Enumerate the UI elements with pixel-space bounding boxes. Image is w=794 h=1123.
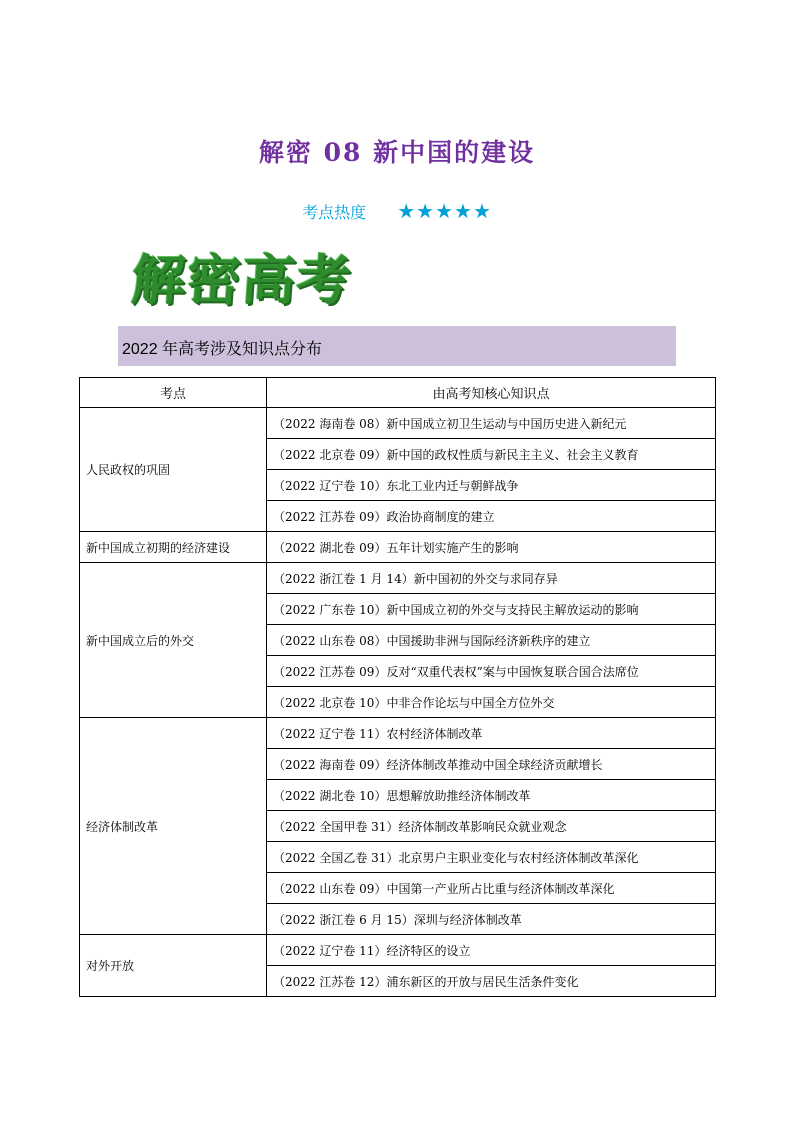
knowledge-cell: （2022 江苏卷 09）政治协商制度的建立 <box>267 501 716 532</box>
table-row <box>80 935 716 966</box>
logo: 解密高考 <box>129 248 354 312</box>
table-row <box>80 718 716 749</box>
section-banner <box>118 326 676 366</box>
table-row <box>80 563 716 594</box>
topic-cell: 人民政权的巩固 <box>80 408 267 532</box>
knowledge-cell: （2022 浙江卷 1 月 14）新中国初的外交与求同存异 <box>267 563 716 594</box>
knowledge-cell: （2022 全国乙卷 31）北京男户主职业变化与农村经济体制改革深化 <box>267 842 716 873</box>
heat-label: 考点热度 <box>302 203 367 222</box>
knowledge-cell: （2022 北京卷 09）新中国的政权性质与新民主主义、社会主义教育 <box>267 439 716 470</box>
knowledge-cell: （2022 江苏卷 09）反对“双重代表权”案与中国恢复联合国合法席位 <box>267 656 716 687</box>
knowledge-cell: （2022 海南卷 08）新中国成立初卫生运动与中国历史进入新纪元 <box>267 408 716 439</box>
page-title: 解密 08 新中国的建设 <box>258 138 536 167</box>
knowledge-table <box>79 377 716 997</box>
header-topic: 考点 <box>80 378 267 408</box>
knowledge-cell: （2022 山东卷 09）中国第一产业所占比重与经济体制改革深化 <box>267 873 716 904</box>
knowledge-cell: （2022 辽宁卷 10）东北工业内迁与朝鲜战争 <box>267 470 716 501</box>
knowledge-cell: （2022 湖北卷 10）思想解放助推经济体制改革 <box>267 780 716 811</box>
knowledge-cell: （2022 辽宁卷 11）农村经济体制改革 <box>267 718 716 749</box>
header-knowledge: 由高考知核心知识点 <box>267 378 716 408</box>
knowledge-cell: （2022 北京卷 10）中非合作论坛与中国全方位外交 <box>267 687 716 718</box>
topic-cell: 新中国成立初期的经济建设 <box>80 532 267 563</box>
table-header-row <box>80 378 716 408</box>
table-body <box>80 408 716 997</box>
table-row <box>80 408 716 439</box>
knowledge-cell: （2022 海南卷 09）经济体制改革推动中国全球经济贡献增长 <box>267 749 716 780</box>
heat-rating <box>0 199 794 223</box>
topic-cell: 对外开放 <box>80 935 267 997</box>
star-rating-icon: ★★★★★ <box>397 199 492 223</box>
knowledge-cell: （2022 广东卷 10）新中国成立初的外交与支持民主解放运动的影响 <box>267 594 716 625</box>
topic-cell: 经济体制改革 <box>80 718 267 935</box>
topic-cell: 新中国成立后的外交 <box>80 563 267 718</box>
knowledge-cell: （2022 辽宁卷 11）经济特区的设立 <box>267 935 716 966</box>
banner-text: 2022 年高考涉及知识点分布 <box>122 341 323 358</box>
knowledge-cell: （2022 江苏卷 12）浦东新区的开放与居民生活条件变化 <box>267 966 716 997</box>
table-row <box>80 532 716 563</box>
knowledge-cell: （2022 湖北卷 09）五年计划实施产生的影响 <box>267 532 716 563</box>
knowledge-cell: （2022 浙江卷 6 月 15）深圳与经济体制改革 <box>267 904 716 935</box>
knowledge-cell: （2022 山东卷 08）中国援助非洲与国际经济新秩序的建立 <box>267 625 716 656</box>
knowledge-cell: （2022 全国甲卷 31）经济体制改革影响民众就业观念 <box>267 811 716 842</box>
